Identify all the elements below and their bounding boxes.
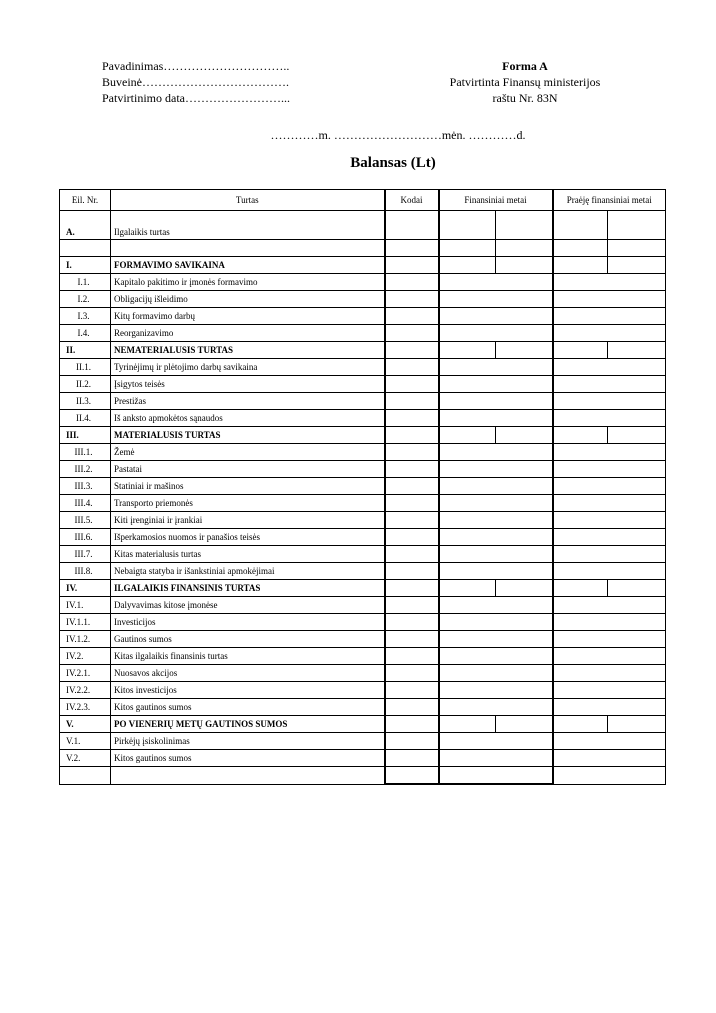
previous-year-cell[interactable] — [553, 716, 608, 733]
current-year-cell[interactable] — [439, 716, 496, 733]
row-label: Kitų formavimo darbų — [111, 308, 385, 325]
row-number: IV.1.1. — [60, 614, 111, 631]
table-row — [60, 665, 666, 682]
table-row — [60, 325, 666, 342]
current-year-cell[interactable] — [496, 211, 553, 240]
table-row — [60, 597, 666, 614]
row-number: III.8. — [60, 563, 111, 580]
row-number: III. — [60, 427, 111, 444]
form-title: Forma A — [502, 59, 548, 73]
code-cell[interactable] — [385, 342, 439, 359]
table-row — [60, 342, 666, 359]
previous-year-cell[interactable] — [608, 240, 666, 257]
table-row — [60, 529, 666, 546]
table-header-row — [60, 190, 666, 211]
row-number: III.7. — [60, 546, 111, 563]
row-number — [60, 767, 111, 785]
current-year-cell[interactable] — [439, 211, 496, 240]
col-header-assets: Turtas — [111, 190, 385, 211]
row-number: II.2. — [60, 376, 111, 393]
current-year-cell[interactable] — [439, 342, 496, 359]
previous-year-cell[interactable] — [608, 257, 666, 274]
row-label: MATERIALUSIS TURTAS — [111, 427, 385, 444]
code-cell[interactable] — [385, 410, 439, 427]
col-header-codes: Kodai — [385, 190, 439, 211]
row-label: Nebaigta statyba ir išankstiniai apmokėjimai — [111, 563, 385, 580]
current-year-cell[interactable] — [496, 342, 553, 359]
table-row — [60, 461, 666, 478]
current-year-cell[interactable] — [439, 767, 553, 785]
current-year-cell[interactable] — [439, 461, 553, 478]
previous-year-cell[interactable] — [553, 478, 666, 495]
previous-year-cell[interactable] — [553, 512, 666, 529]
approval-date-line: Patvirtinimo data……………………... — [102, 91, 290, 105]
row-label: Ilgalaikis turtas — [111, 211, 385, 240]
code-cell[interactable] — [385, 461, 439, 478]
row-number: IV.2.2. — [60, 682, 111, 699]
previous-year-cell[interactable] — [553, 444, 666, 461]
current-year-cell[interactable] — [439, 750, 553, 767]
previous-year-cell[interactable] — [553, 580, 608, 597]
table-row — [60, 699, 666, 716]
current-year-cell[interactable] — [439, 444, 553, 461]
code-cell[interactable] — [385, 597, 439, 614]
row-label: Kapitalo pakitimo ir įmonės formavimo — [111, 274, 385, 291]
previous-year-cell[interactable] — [553, 665, 666, 682]
previous-year-cell[interactable] — [608, 427, 666, 444]
previous-year-cell[interactable] — [553, 563, 666, 580]
previous-year-cell[interactable] — [553, 240, 608, 257]
previous-year-cell[interactable] — [553, 257, 608, 274]
previous-year-cell[interactable] — [553, 682, 666, 699]
code-cell[interactable] — [385, 495, 439, 512]
current-year-cell[interactable] — [439, 240, 496, 257]
row-label: Prestižas — [111, 393, 385, 410]
code-cell[interactable] — [385, 767, 439, 785]
row-label: Nuosavos akcijos — [111, 665, 385, 682]
row-number: II. — [60, 342, 111, 359]
current-year-cell[interactable] — [496, 240, 553, 257]
current-year-cell[interactable] — [496, 427, 553, 444]
row-number: V.1. — [60, 733, 111, 750]
table-row — [60, 376, 666, 393]
row-number: III.6. — [60, 529, 111, 546]
code-cell[interactable] — [385, 211, 439, 240]
col-header-current-year: Finansiniai metai — [439, 190, 553, 211]
code-cell[interactable] — [385, 529, 439, 546]
row-label: Kitas materialusis turtas — [111, 546, 385, 563]
code-cell[interactable] — [385, 359, 439, 376]
table-row — [60, 767, 666, 785]
row-label: Dalyvavimas kitose įmonėse — [111, 597, 385, 614]
row-label: Įsigytos teisės — [111, 376, 385, 393]
table-row — [60, 733, 666, 750]
company-info — [102, 58, 290, 106]
row-label: Kitos investicijos — [111, 682, 385, 699]
current-year-cell[interactable] — [439, 325, 553, 342]
row-number: IV.1. — [60, 597, 111, 614]
previous-year-cell[interactable] — [553, 325, 666, 342]
current-year-cell[interactable] — [439, 563, 553, 580]
row-label: Reorganizavimo — [111, 325, 385, 342]
previous-year-cell[interactable] — [553, 699, 666, 716]
previous-year-cell[interactable] — [553, 597, 666, 614]
current-year-cell[interactable] — [439, 699, 553, 716]
row-label: NEMATERIALUSIS TURTAS — [111, 342, 385, 359]
form-approval-info — [440, 58, 610, 106]
code-cell[interactable] — [385, 750, 439, 767]
code-cell[interactable] — [385, 478, 439, 495]
col-header-previous-year: Praėję finansiniai metai — [553, 190, 666, 211]
previous-year-cell[interactable] — [553, 614, 666, 631]
code-cell[interactable] — [385, 240, 439, 257]
row-label: Gautinos sumos — [111, 631, 385, 648]
current-year-cell[interactable] — [439, 495, 553, 512]
row-number: II.3. — [60, 393, 111, 410]
row-label — [111, 240, 385, 257]
table-row — [60, 240, 666, 257]
current-year-cell[interactable] — [496, 580, 553, 597]
table-row — [60, 546, 666, 563]
row-number — [60, 240, 111, 257]
row-label: FORMAVIMO SAVIKAINA — [111, 257, 385, 274]
row-number: IV.1.2. — [60, 631, 111, 648]
current-year-cell[interactable] — [496, 716, 553, 733]
row-label: Pastatai — [111, 461, 385, 478]
row-label: Investicijos — [111, 614, 385, 631]
table-row — [60, 716, 666, 733]
row-number: V. — [60, 716, 111, 733]
table-row — [60, 410, 666, 427]
code-cell[interactable] — [385, 665, 439, 682]
code-cell[interactable] — [385, 291, 439, 308]
current-year-cell[interactable] — [439, 427, 496, 444]
previous-year-cell[interactable] — [553, 410, 666, 427]
table-row — [60, 444, 666, 461]
row-label — [111, 767, 385, 785]
table-row — [60, 614, 666, 631]
col-header-nr: Eil. Nr. — [60, 190, 111, 211]
row-number: II.4. — [60, 410, 111, 427]
code-cell[interactable] — [385, 274, 439, 291]
current-year-cell[interactable] — [439, 308, 553, 325]
address-field-line: Buveinė………………………………. — [102, 75, 289, 89]
current-year-cell[interactable] — [439, 393, 553, 410]
row-label: Kitas ilgalaikis finansinis turtas — [111, 648, 385, 665]
code-cell[interactable] — [385, 257, 439, 274]
table-row — [60, 648, 666, 665]
previous-year-cell[interactable] — [553, 376, 666, 393]
table-row — [60, 393, 666, 410]
table-row — [60, 580, 666, 597]
code-cell[interactable] — [385, 580, 439, 597]
current-year-cell[interactable] — [439, 631, 553, 648]
code-cell[interactable] — [385, 682, 439, 699]
current-year-cell[interactable] — [439, 512, 553, 529]
row-label: Obligacijų išleidimo — [111, 291, 385, 308]
table-row — [60, 359, 666, 376]
current-year-cell[interactable] — [439, 614, 553, 631]
previous-year-cell[interactable] — [553, 291, 666, 308]
code-cell[interactable] — [385, 512, 439, 529]
row-label: Žemė — [111, 444, 385, 461]
report-date-line: …………m. ………………………mėn. …………d. — [270, 128, 526, 142]
table-row — [60, 512, 666, 529]
previous-year-cell[interactable] — [553, 733, 666, 750]
row-label: Iš anksto apmokėtos sąnaudos — [111, 410, 385, 427]
current-year-cell[interactable] — [439, 359, 553, 376]
previous-year-cell[interactable] — [553, 211, 608, 240]
code-cell[interactable] — [385, 427, 439, 444]
previous-year-cell[interactable] — [553, 342, 608, 359]
approval-line: Patvirtinta Finansų ministerijos — [449, 75, 601, 89]
current-year-cell[interactable] — [439, 257, 496, 274]
current-year-cell[interactable] — [439, 410, 553, 427]
row-number: I.2. — [60, 291, 111, 308]
current-year-cell[interactable] — [439, 274, 553, 291]
previous-year-cell[interactable] — [608, 342, 666, 359]
previous-year-cell[interactable] — [553, 274, 666, 291]
code-cell[interactable] — [385, 631, 439, 648]
current-year-cell[interactable] — [439, 597, 553, 614]
code-cell[interactable] — [385, 393, 439, 410]
table-row — [60, 478, 666, 495]
code-cell[interactable] — [385, 716, 439, 733]
table-row — [60, 750, 666, 767]
current-year-cell[interactable] — [439, 665, 553, 682]
code-cell[interactable] — [385, 563, 439, 580]
row-label: Pirkėjų įsiskolinimas — [111, 733, 385, 750]
current-year-cell[interactable] — [439, 291, 553, 308]
table-row — [60, 257, 666, 274]
current-year-cell[interactable] — [439, 376, 553, 393]
balance-table — [59, 189, 666, 785]
name-field-line: Pavadinimas………………………….. — [102, 59, 290, 73]
table-row — [60, 563, 666, 580]
row-number: IV.2.1. — [60, 665, 111, 682]
table-row — [60, 427, 666, 444]
row-label: Išperkamosios nuomos ir panašios teisės — [111, 529, 385, 546]
order-number-line: raštu Nr. 83N — [492, 91, 558, 105]
current-year-cell[interactable] — [439, 546, 553, 563]
current-year-cell[interactable] — [439, 682, 553, 699]
row-number: III.3. — [60, 478, 111, 495]
table-row — [60, 308, 666, 325]
table-row — [60, 274, 666, 291]
current-year-cell[interactable] — [439, 733, 553, 750]
previous-year-cell[interactable] — [553, 546, 666, 563]
code-cell[interactable] — [385, 325, 439, 342]
previous-year-cell[interactable] — [553, 648, 666, 665]
code-cell[interactable] — [385, 376, 439, 393]
row-label: Tyrinėjimų ir plėtojimo darbų savikaina — [111, 359, 385, 376]
table-row — [60, 291, 666, 308]
row-label: Kitos gautinos sumos — [111, 699, 385, 716]
current-year-cell[interactable] — [496, 257, 553, 274]
table-row — [60, 631, 666, 648]
table-row — [60, 682, 666, 699]
row-number: III.5. — [60, 512, 111, 529]
previous-year-cell[interactable] — [553, 767, 666, 785]
table-row — [60, 495, 666, 512]
row-number: II.1. — [60, 359, 111, 376]
row-label: Transporto priemonės — [111, 495, 385, 512]
code-cell[interactable] — [385, 614, 439, 631]
table-row — [60, 211, 666, 240]
row-number: I.3. — [60, 308, 111, 325]
row-label: Kiti įrenginiai ir įrankiai — [111, 512, 385, 529]
previous-year-cell[interactable] — [553, 427, 608, 444]
row-label: Statiniai ir mašinos — [111, 478, 385, 495]
row-number: III.2. — [60, 461, 111, 478]
current-year-cell[interactable] — [439, 648, 553, 665]
row-number: I. — [60, 257, 111, 274]
code-cell[interactable] — [385, 733, 439, 750]
row-label: Kitos gautinos sumos — [111, 750, 385, 767]
code-cell[interactable] — [385, 308, 439, 325]
row-number: IV.2.3. — [60, 699, 111, 716]
previous-year-cell[interactable] — [553, 631, 666, 648]
previous-year-cell[interactable] — [608, 211, 666, 240]
row-label: ILGALAIKIS FINANSINIS TURTAS — [111, 580, 385, 597]
row-number: V.2. — [60, 750, 111, 767]
row-number: III.1. — [60, 444, 111, 461]
previous-year-cell[interactable] — [553, 393, 666, 410]
balance-table-wrapper — [59, 189, 665, 785]
row-number: I.4. — [60, 325, 111, 342]
previous-year-cell[interactable] — [553, 495, 666, 512]
page-title: Balansas (Lt) — [350, 155, 436, 171]
code-cell[interactable] — [385, 444, 439, 461]
previous-year-cell[interactable] — [553, 308, 666, 325]
code-cell[interactable] — [385, 648, 439, 665]
previous-year-cell[interactable] — [553, 359, 666, 376]
row-number: I.1. — [60, 274, 111, 291]
previous-year-cell[interactable] — [553, 529, 666, 546]
code-cell[interactable] — [385, 546, 439, 563]
code-cell[interactable] — [385, 699, 439, 716]
previous-year-cell[interactable] — [553, 461, 666, 478]
current-year-cell[interactable] — [439, 478, 553, 495]
current-year-cell[interactable] — [439, 580, 496, 597]
previous-year-cell[interactable] — [608, 580, 666, 597]
row-number: IV.2. — [60, 648, 111, 665]
previous-year-cell[interactable] — [553, 750, 666, 767]
row-number: III.4. — [60, 495, 111, 512]
row-label: PO VIENERIŲ METŲ GAUTINOS SUMOS — [111, 716, 385, 733]
row-number: A. — [60, 211, 111, 240]
current-year-cell[interactable] — [439, 529, 553, 546]
previous-year-cell[interactable] — [608, 716, 666, 733]
row-number: IV. — [60, 580, 111, 597]
